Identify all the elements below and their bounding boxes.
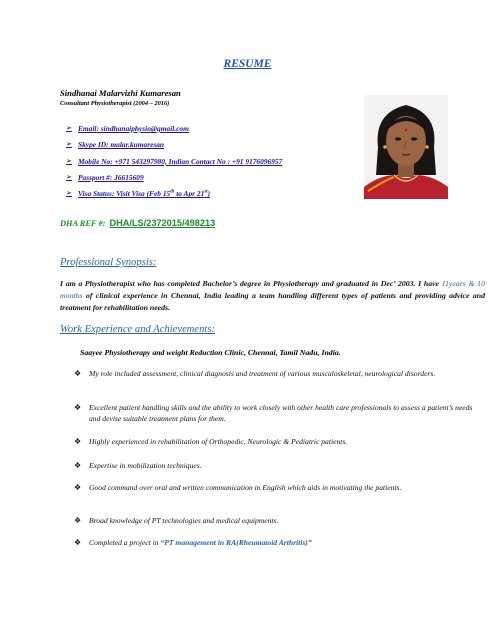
diamond-bullet-icon: ❖	[74, 437, 82, 446]
contact-email[interactable]	[66, 124, 282, 140]
diamond-bullet-icon: ❖	[74, 461, 82, 470]
dha-label: DHA REF #:	[60, 219, 106, 228]
visa-sup-1: th	[170, 189, 175, 195]
list-item	[74, 515, 484, 537]
list-item	[74, 537, 484, 551]
skype-link[interactable]: Skype ID: malar.kumaresan	[78, 140, 165, 150]
list-item-text: My role included assessment, clinical diagnosis and treatment of various musculoskeletal, neurological disorders.	[89, 369, 436, 378]
experience-heading: Work Experience and Achievements:	[60, 324, 216, 335]
contact-visa[interactable]	[66, 189, 282, 205]
list-item-text: Good command over oral and written communication in English which aids in motivating the patients.	[89, 483, 402, 492]
list-item	[74, 368, 484, 402]
arrow-bullet-icon: ➢	[66, 189, 72, 198]
visa-link[interactable]	[78, 189, 210, 198]
resume-title: RESUME	[223, 58, 272, 70]
diamond-bullet-icon: ❖	[74, 538, 82, 547]
list-item	[74, 402, 484, 436]
contact-mobile[interactable]	[66, 157, 282, 173]
dha-value: DHA/LS/2372015/498213	[109, 218, 216, 228]
dha-reference	[60, 218, 215, 228]
diamond-bullet-icon: ❖	[74, 516, 82, 525]
passport-link[interactable]: Passport #: J6615609	[78, 172, 144, 182]
email-link[interactable]: Email: sindhanaiphysio@gmail.com	[78, 124, 189, 133]
visa-sup-2: st	[204, 189, 208, 195]
contact-list	[66, 124, 282, 205]
arrow-bullet-icon: ➢	[66, 172, 72, 181]
diamond-bullet-icon: ❖	[74, 403, 82, 412]
list-item-text: Broad knowledge of PT technologies and medical equipments.	[89, 516, 279, 525]
synopsis-part2: of clinical experience in Chennai, India leading a team handling different types of patients and providing advice and treatment for rehabilitation needs.	[60, 291, 485, 312]
list-item	[74, 436, 484, 460]
arrow-bullet-icon: ➢	[66, 140, 72, 149]
contact-skype[interactable]	[66, 140, 282, 156]
synopsis-part1: I am a Physiotherapist who has completed Bachelor’s degree in Physiotherapy and graduated in Dec’ 2003. I have	[60, 279, 442, 288]
list-item	[74, 482, 484, 515]
clinic-name: Saayee Physiotherapy and weight Reduction Clinic, Chennai, Tamil Nadu, India.	[80, 348, 341, 357]
visa-text-post: )	[207, 189, 211, 199]
list-item-text: Excellent patient handling skills and the ability to work closely with other health care professionals to assess a patient’s needs and devise suitable treatment plans for them.	[89, 403, 473, 424]
synopsis-heading: Professional Synopsis:	[60, 257, 157, 268]
list-item-text: Highly experienced in rehabilitation of Orthopedic, Neurologic & Pediatric patients.	[89, 437, 348, 446]
synopsis-paragraph	[60, 278, 485, 314]
diamond-bullet-icon: ❖	[74, 369, 82, 378]
visa-text-mid: to Apr 21	[174, 189, 205, 199]
visa-text-pre: Visa Status: Visit Visa (Feb 15	[78, 189, 171, 199]
candidate-role: Consultant Physiotherapist (2004 – 2016)	[60, 100, 170, 107]
project-text: Completed a project in	[89, 538, 161, 547]
candidate-name: Sindhanai Malarvizhi Kumaresan	[60, 88, 181, 98]
profile-photo	[364, 95, 448, 199]
contact-passport[interactable]	[66, 173, 282, 189]
arrow-bullet-icon: ➢	[66, 156, 72, 165]
list-item-text	[89, 537, 312, 551]
diamond-bullet-icon: ❖	[74, 483, 82, 492]
synopsis-highlight: 11years & 10 months	[60, 279, 485, 300]
list-item	[74, 460, 484, 482]
project-highlight: “PT management in RA(Rheumatoid Arthritis)”	[160, 538, 312, 547]
arrow-bullet-icon: ➢	[66, 124, 72, 132]
list-item-text: Expertise in mobilization techniques.	[89, 461, 202, 470]
mobile-link[interactable]: Mobile No: +971 543297980, Indian Contact No : +91 9176096957	[78, 156, 283, 166]
achievement-list	[74, 368, 484, 551]
